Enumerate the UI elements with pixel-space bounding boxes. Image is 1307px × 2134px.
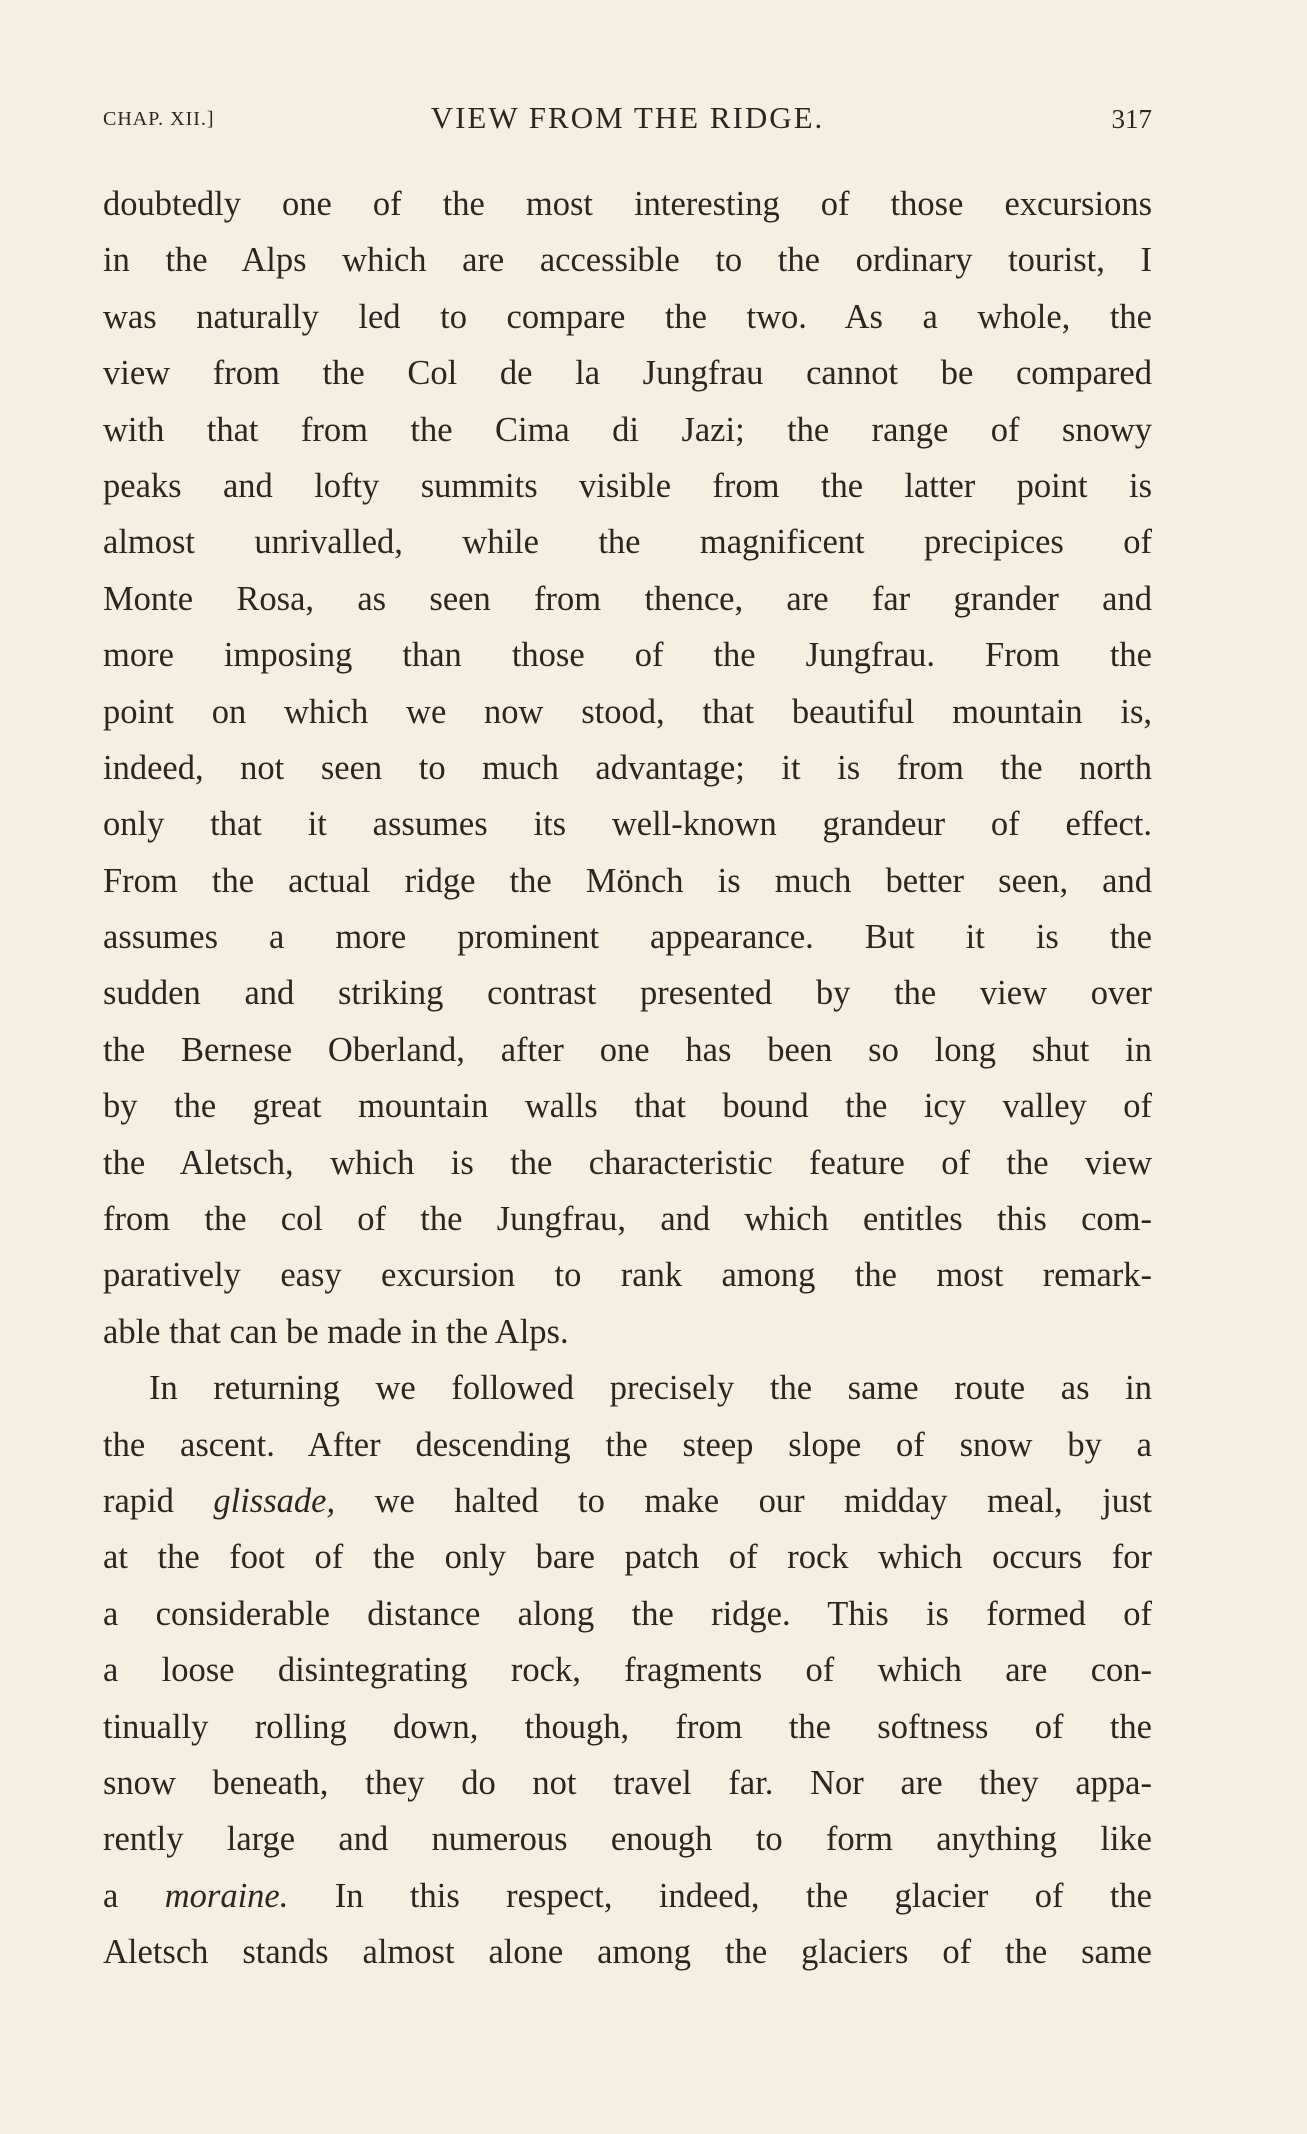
text-line: almost unrivalled, while the magnificent precipices of	[103, 523, 1152, 562]
text-line: From the actual ridge the Mönch is much better seen, and	[103, 861, 1152, 900]
text-line: sudden and striking contrast presented by the view over	[103, 974, 1152, 1013]
italic-term: moraine.	[164, 1876, 289, 1915]
text-line: Aletsch stands almost alone among the glaciers of the same	[103, 1933, 1152, 1972]
text-line: with that from the Cima di Jazi; the range of snowy	[103, 410, 1152, 449]
text-line: rently large and numerous enough to form anything like	[103, 1820, 1152, 1859]
text-line: point on which we now stood, that beautiful mountain is,	[103, 692, 1152, 731]
text-line: a considerable distance along the ridge. This is formed of	[103, 1594, 1152, 1633]
text-line: more imposing than those of the Jungfrau. From the	[103, 636, 1152, 675]
body-text	[103, 176, 1152, 1981]
italic-term: glissade,	[213, 1481, 336, 1520]
paragraph-start-line: In returning we followed precisely the same route as in	[149, 1369, 1152, 1408]
text-line: paratively easy excursion to rank among the most remark-	[103, 1256, 1152, 1295]
running-title: VIEW FROM THE RIDGE.	[430, 100, 825, 135]
chapter-reference: CHAP. XII.]	[103, 108, 215, 130]
text-line: a loose disintegrating rock, fragments of which are con-	[103, 1651, 1152, 1690]
text-line: was naturally led to compare the two. As a whole, the	[103, 297, 1152, 336]
text-line: in the Alps which are accessible to the ordinary tourist, I	[103, 241, 1152, 280]
text-line-with-italic	[103, 1868, 1152, 1924]
text-line: the Bernese Oberland, after one has been so long shut in	[103, 1030, 1152, 1069]
text-line: Monte Rosa, as seen from thence, are far grander and	[103, 579, 1152, 618]
text-line: indeed, not seen to much advantage; it is from the north	[103, 748, 1152, 787]
text-line: the ascent. After descending the steep slope of snow by a	[103, 1425, 1152, 1464]
text-line: the Aletsch, which is the characteristic feature of the view	[103, 1143, 1152, 1182]
page-number: 317	[1111, 104, 1152, 134]
text-line: only that it assumes its well-known grandeur of effect.	[103, 805, 1152, 844]
text-line: from the col of the Jungfrau, and which entitles this com-	[103, 1200, 1152, 1239]
text-line: at the foot of the only bare patch of rock which occurs for	[103, 1538, 1152, 1577]
text-line: tinually rolling down, though, from the softness of the	[103, 1707, 1152, 1746]
text-line-with-italic	[103, 1473, 1152, 1529]
text-segment: a	[103, 1876, 165, 1915]
text-line: assumes a more prominent appearance. But it is the	[103, 918, 1152, 957]
text-line: peaks and lofty summits visible from the latter point is	[103, 466, 1152, 505]
text-line: doubtedly one of the most interesting of those excursions	[103, 185, 1152, 223]
text-line: snow beneath, they do not travel far. Nor are they appa-	[103, 1763, 1152, 1802]
text-segment: In this respect, indeed, the glacier of the	[288, 1876, 1152, 1915]
text-line: view from the Col de la Jungfrau cannot be compared	[103, 354, 1152, 393]
text-segment: rapid	[103, 1481, 214, 1520]
text-segment: we halted to make our midday meal, just	[335, 1481, 1152, 1520]
paragraph-end-line: able that can be made in the Alps.	[103, 1312, 569, 1351]
running-head	[103, 100, 1152, 140]
text-line: by the great mountain walls that bound the icy valley of	[103, 1087, 1152, 1126]
